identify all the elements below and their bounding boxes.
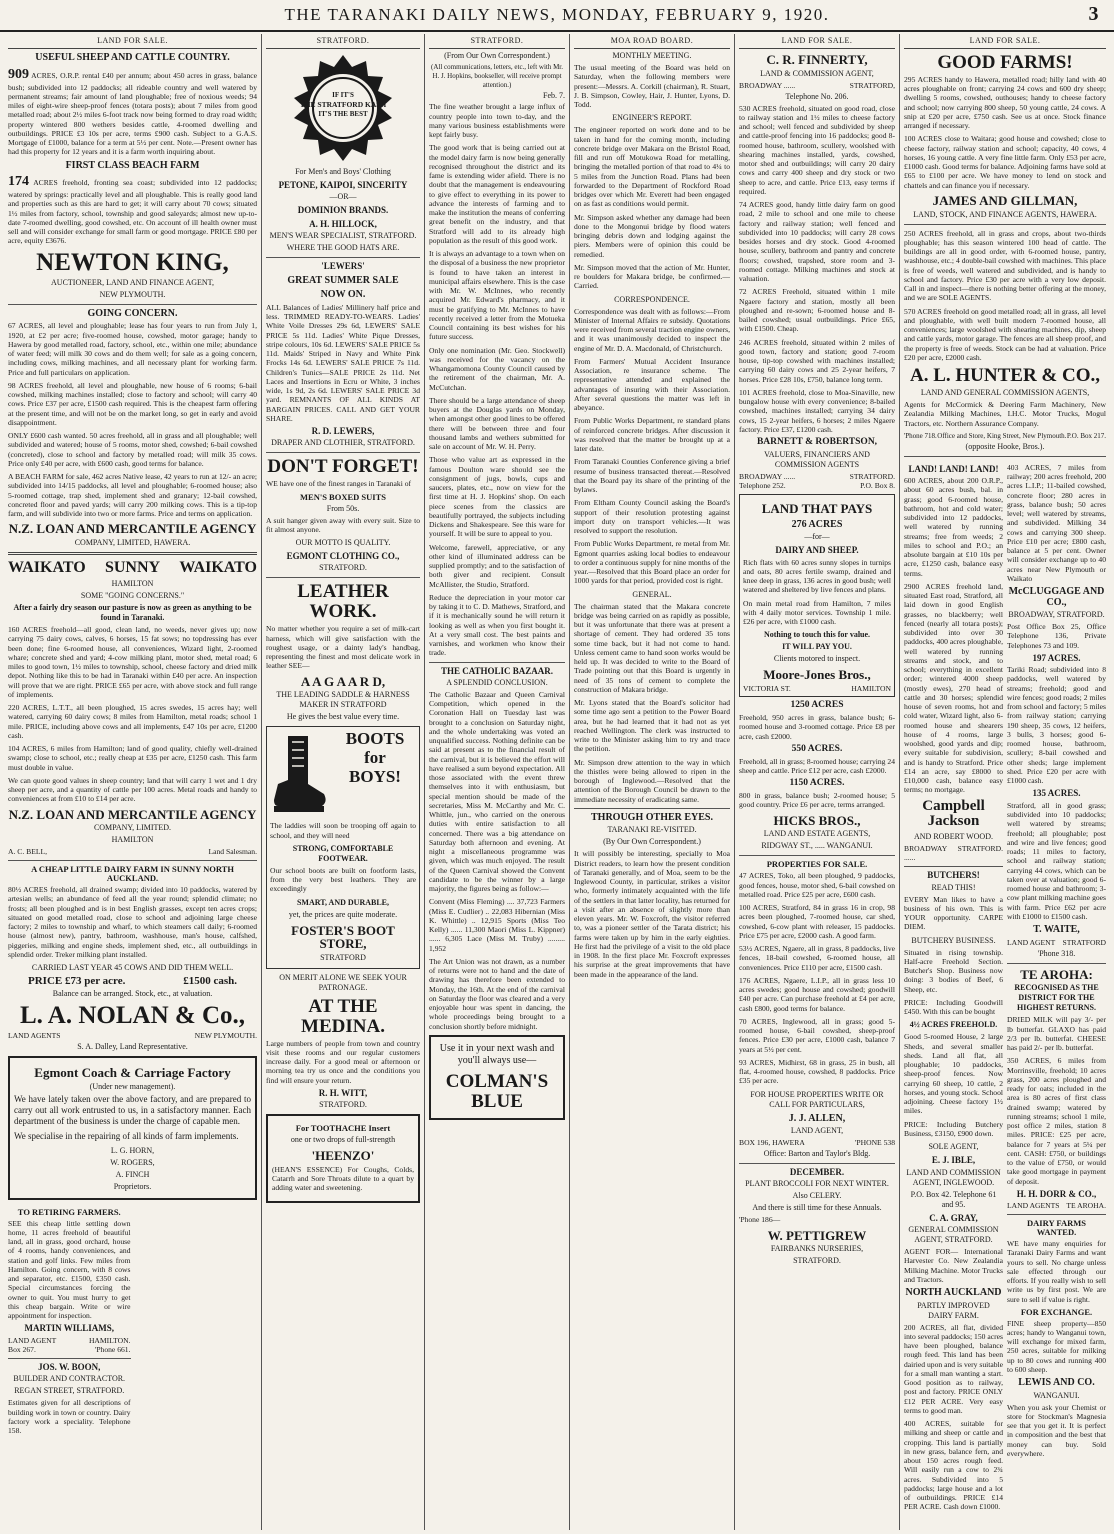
agent-name: R. D. LEWERS, [311,426,375,436]
agent-name: L. A. NOLAN & Co., [19,1002,245,1030]
agent-subtitle: COMPANY, LIMITED, HAWERA. [74,538,191,548]
news-paragraph: The Catholic Bazaar and Queen Carnival Competition, which opened in the Coronation Hall on Tuesday last was brought to a conclusion on Saturday night, and the whole undertaking was voted an unqualified success. Nothing definite can be said at present as to the financial result of the carnival, but it is believed the effort will have realised a sum beyond expectation. All those associated with the event threw themselves into it with enthusiasm, but special mention should be made of the secretaries, Miss M. McCarthy and Mr. C. Whittle, jun., who carried on the onerous duties with entire satisfaction to all concerned. There was a big attendance on Saturday both afternoon and evening. At night a miscellaneous programme was given, which was much enjoyed. The result of the Queen Carnival showed the Convent candidate to be the winner by a large majority, the figures being as follow:— [429,689,565,894]
news-paragraph: From Farmers' Mutual Accident Insurance Association, re insurance scheme. The representative attended and explained the advantages of insuring with their Association. After several questions the matter was left in abeyance. [574,356,730,412]
agent-location: WANGANUI. [1033,1390,1080,1400]
ad-text: ONLY £600 cash wanted. 50 acres freehold, all in grass and all ploughable; well subdivided and watered; house of 5 rooms, motor shed, cowshed; 6-bail cowshed (concreted), close to school and factory by metalled road; will milk 35 cows. Price only £40 per acre, with £600 cash, good terms for balance. [8,431,257,468]
ad-heading: A CHEAP LITTLE DAIRY FARM IN SUNNY NORTH AUCKLAND. [31,864,234,884]
toothache-ad [266,1114,420,1202]
ad-text: 570 ACRES freehold on good metalled road; all in grass, all level and ploughable, with well built modern 7-roomed house, all conveniences; large woolshed with shearing machines, dip, sheep and cattle yards, motor garage. The fences are all sheep proof, and the property is free of weeds. Stock can be had at valuation. Price £20 per acre, £2000 cash. [904,306,1106,362]
ad-text: Our school boots are built on footform lasts, from the very best leathers. They are exceedingly [270,865,416,894]
ad-heading: TE AROHA: [1020,966,1093,982]
news-paragraph: There should be a large attendance of sheep buyers at the Douglas yards on Monday, when amongst other good lines to be offered there will be between three and four thousand lambs and wethers submitted for sale on account of Mr. W. H. Perry. [429,395,565,451]
agent-subtitle: LAND AGENT, [790,1126,844,1136]
dateline: Feb. 7. [543,91,565,101]
article-subheading: TARANAKI RE-VISITED. [607,825,697,835]
ad-text: 80½ ACRES freehold, all drained swamp; divided into 10 paddocks, watered by artesian wells; an abundance of feed all the year round; splendid climate; no frosts; all been ploughed and is in best English grasses, except ten acres crops; situated on good metalled road, close to school and adjoining large cheese factory; 2 miles to township and wharf, to which steamers call daily; 6-roomed house (almost new), pantry, bathroom, washhouse, man's house, calfshed, piggeries, milking and engine sheds, implement shed, etc., all outbuildings in splendid order. Treker milking plant installed. [8,885,257,959]
ad-text: 47 ACRES, Toko, all been ploughed, 9 paddocks, good fences, house, motor shed, 6-bail cowshed on metalled road. Price £25 per acre, £600 cash. [739,871,895,899]
agent-phone: 'Phone 318. [1037,948,1076,958]
agent-name: A A G A A R D, [300,673,386,689]
agent-name: E. J. IBLE, [931,1155,976,1166]
ad-subtitle: (Under new management). [89,1081,176,1091]
ad-text: PRICE: Including Goodwill £450. With this can be bought [904,997,1003,1017]
agent-address: VICTORIA ST. HAMILTON [743,684,891,694]
ad-text: 160 ACRES freehold—all good, clean land, no weeds, never gives up; now carrying 75 dairy cows, calves, 6 horses, 15 fat sows; no topdressing has ever been done; fine 6-roomed house, all conveniences, Wizard light, 2-roomed whare; concrete shed and yard; 4-cow milking plant, motor shed, metal road; 6 miles to good town, 1½ miles to township, school, cheese factory and dried milk depot. Nothing like this to be had in Taranaki within £40 per acre. An inspection will prove that we are right. PRICE £65 per acre, with above stock and full range of implements. [8,625,257,699]
ad-text: ALL Balances of Ladies' Millinery half price and less. TRIMMED READY-TO-WEARS. Ladies' White Voile Dresses 29s 6d, LEWERS' SALE PRICE 5s 11d. Ladies' White Pique Dresses, stripe colours, 10s 6d. LEWERS' SALE PRICE 5s 11d. Maids' Striped in Navy and White Pink Frocks 14s 6d. LEWERS' SALE PRICE 7s 11d. Children's Tunics—SALE PRICE 2s 11d. Net Laces and Insertions in Ecru or White, 3 inches wide, 1s 9d, 2s 6d. LEWERS' SALE PRICE 3d yard. REMNANTS OF ALL KINDS AT BARGAIN PRICES. CALL AND GET YOUR SHARE. [266,302,420,423]
ad-text: 74 ACRES good, handy little dairy farm on good road, 2 mile to school and one mile to cheese factory and railway station; well fenced and subdivided into 10 paddocks; will carry 28 cows besides horses and dry stock. Good 4-roomed house, scullery, bathroom and pantry and concrete floors; cowshed, trapshed, store room and 3-roomed cottage. Milking machines and stock at valuation. [739,200,895,284]
news-paragraph: It is always an advantage to a town when on the disposal of a business the new proprietor is found to have taken an interest in municipal affairs elsewhere. This is the case with Mr. W. McInnes, who recently acquired Mr. Edward's pharmacy, and it must be gratifying to Mr. McInnes to have recently received a letter from the Motueka Council containing its best wishes for his future success. [429,249,565,342]
ad-text: STRONG, COMFORTABLE FOOTWEAR. [292,843,394,863]
ad-text: Tariki Road; subdivided into 8 paddocks, well watered by streams; freehold; good and wire fences; good roads; 2 miles from school and factory; 5 miles from railway station; carrying 190 sheep, 35 cows, 12 heifers, 3 bulls, 3 horses; good 6-roomed house, bathroom, scullery; 8-bail cowshed and other sheds; large implement shed. Price £20 per acre with £1000 cash. [1007,665,1106,786]
ad-text: yet, the prices are quite moderate. [288,909,398,919]
section-header: LAND FOR SALE. [904,34,1106,49]
ad-text: 600 ACRES, about 200 O.R.P., about 60 acres bush, bal. in grass; good 6-roomed house, bathroom, hot and cold water; subdivided into 12 paddocks, well watered by running streams; free from weeds; 2 miles to school and P.O.; an absolute bargain at £10 10s per acre, £1250 cash, balance easy terms. [904,476,1003,578]
boot-icon [270,732,330,817]
ad-heading: AT THE MEDINA. [301,995,385,1037]
ad-text: When you ask your Chemist or store for Stockman's Magnesia see that you get it. It is perfect in composition and the best that money can buy. Sold everywhere. [1007,1402,1106,1458]
masthead [0,0,1114,32]
colmans-blue-icon: Use it in your next wash and you'll always use— COLMAN'S BLUE [429,1035,565,1120]
news-paragraph: The Art Union was not drawn, as a number of returns were not to hand and the date of drawing has therefore been extended to Monday, the 16th. At the end of the carnival on Saturday the floor was cleared and a very enjoyable hour was spent in dancing, the whole proceedings being brought to a conclusion shortly before midnight. [429,956,565,1031]
article-heading: THE CATHOLIC BAZAAR. [440,665,554,676]
news-paragraph: From Public Works Department, re standard plans of reinforced concrete bridges. After discussion it was resolved that the matter be brought up at a later date. [574,416,730,453]
agent-address: LAND AGENTS TE AROHA. [1007,1201,1106,1211]
ad-heading: USEFUL SHEEP AND CATTLE COUNTRY. [35,52,230,63]
column-2 [262,34,425,1530]
agent-contact: A. C. BELL, Land Salesman. [8,847,257,857]
kash-stamp-icon: IF IT'S THE STRATFORD KASH IT'S THE BEST [288,53,398,163]
ad-subheading: RECOGNISED AS THE DISTRICT FOR THE HIGHEST RETURNS. [1014,983,1099,1013]
agent-subtitle: MEN'S WEAR SPECIALIST, STRATFORD. [269,231,417,241]
agent-location: STRATFORD [320,952,366,962]
ad-text: We can quote good values in sheep country; land that will carry 1 wet and 1 dry sheep per acre, and a quantity of cattle per 100 acres. Metal roads and handy to conveniences at from £10 to £14 per acre. [8,775,257,804]
ad-text: 250 ACRES freehold, all in grass and crops, about two-thirds ploughable; has this season wintered 100 head of cattle. The buildings are all in good order, with 6-roomed house, pantry, washhouse, etc.; 4 double-bail cowshed with machines. This place is free of weeds, well watered and subdivided, and is handy to school and factory. Price £30 per acre with a very low deposit. Call in and inspect—there is nothing better offering at the money, and we are SOLE AGENTS. [904,228,1106,303]
ad-heading: 1150 ACRES. [789,778,845,789]
article-heading: THROUGH OTHER EYES. [591,811,713,823]
agent-name: W. PETTIGREW [767,1227,867,1243]
ad-text: 100 ACRES close to Waitara; good house and cowshed; close to cheese factory, railway station and school; capacity, 40 cows, 4 horses, 16 young cattle. A very fine little farm. Only £53 per acre, £1000 cash. Good terms for balance. Adjoining farms have sold at £65 to £100 per acre. We have money to lend on stock and chattels and can finance you if necessary. [904,134,1106,190]
column-4 [570,34,735,1530]
ad-text: From 50s. [326,503,360,513]
agent-name: JOS. W. BOON, [38,1361,101,1372]
ad-heading: NORTH AUCKLAND [905,1287,1002,1299]
ad-text: 2900 ACRES freehold land, situated East road, Stratford, all laid down in good English grasses, no blackberry; well fenced (nearly all totara posts); subdivided into over 30 paddocks, 400 acres ploughable, well watered by running streams and stock, and to school; everything in excellent order; wintered 4000 sheep (mostly ewes), 270 head of cattle and 30 horses; splendid house of seven rooms, hot and cold water, Wizard light, also 6-roomed house and shearers house of 4 rooms, large woolshed, good yards and dip; every suitable for subdivision, and is handy to Stratford. Price £14 an acre, say £8000 to £10,000 cash, balance easy terms; no mortgage. [904,581,1003,795]
agent-subtitle: VALUERS, FINANCIERS AND COMMISSION AGENTS [764,450,870,470]
ad-text: And there is still time for these Annuals. [752,1203,882,1213]
ad-heading: FOR EXCHANGE. [1020,1306,1093,1317]
ad-text: Large numbers of people from town and country visit these rooms and our regular customers increase daily. For a good meal or afternoon or morning tea try us once and the conditions you find will ensure your return. [266,1038,420,1085]
agent-name: H. H. DORR & CO., [1016,1188,1097,1199]
ad-text: Situated in rising township. Half-acre Freehold Section. Butcher's Shop. Business now doing: 3 bodies of Beef, 6 Sheep, etc. [904,947,1003,994]
ad-text: 530 ACRES freehold, situated on good road, close to railway station and 1½ miles to cheese factory and school; well fenced and subdivided by sheep and cattle-proof fencing into 16 paddocks; good 8-roomed house, bathroom, scullery, woolshed with shearing machines installed, yards, cowshed, motor shed and outbuildings; will carry 20 dairy cows and carry 400 sheep and dry stock or two sheep to acre, and cattle. Price £13, easy terms if required. [739,103,895,196]
ad-text: Nothing to touch this for value. [763,630,871,640]
agent-name: LEWIS AND CO. [1018,1377,1095,1389]
ad-heading: DAIRY FARMS WANTED. [1027,1218,1086,1238]
ad-price: PRICE £73 per acre. £1500 cash. [28,975,237,988]
news-paragraph: Only one nomination (Mr. Geo. Stockwell) was received for the vacancy on the Whangamomona County Council caused by the retirement of the chairman, Mr. A. McCutchan. [429,345,565,392]
proprietor-name: W. ROGERS, [110,1157,155,1167]
news-paragraph: The chairman stated that the Makara concrete bridge was being carried on as rapidly as possible, but it was unfortunate that there was at present a shortage of cement. They had ordered 35 tons some time back, but it had not come to hand. Unless cement came to hand soon works would be held up. It was decided to write to the Board of Trade pointing out that this Board is urgently in need of 35 tons of cement to complete the construction of Makara bridge. [574,601,730,694]
agent-address: P.O. Box 42. Telephone 61 and 95. [910,1189,997,1209]
agent-phone: Telephone 252. P.O. Box 8. [739,481,895,491]
ad-heading: LAND! LAND! LAND! [908,463,999,474]
newspaper-title: THE TARANAKI DAILY NEWS, MONDAY, FEBRUARY 9, 1920. [284,5,830,24]
agent-name: T. WAITE, [1033,924,1080,936]
ad-text: We specialise in the repairing of all kinds of farm implements. [14,1130,239,1141]
agent-subtitle: FAIRBANKS NURSERIES, [770,1244,864,1254]
ad-text: Stratford, all in good grass; subdivided into 10 paddocks; well watered by streams; freehold; all ploughable; post and wire and live fences; good roads; 11 miles to factory, school and railway station; carrying 44 cows, which can be taken over at valuation; good 6-roomed house and bathroom; 3-cow plant milking machine goes with farm. Price £62 per acre with £1000 to £1500 cash. [1007,800,1106,921]
ad-text: 403 ACRES, 7 miles from railway; 200 acres freehold, 200 acres L.I.P.; 11-bailed cowshed, concrete floor; 280 acres in grass, balance bush; 50 acres level; well watered by streams, and subdivided. Milking 34 cows and carrying 300 sheep. Price £10 per acre; £800 cash, balance at 5 per cent. Owner will consider exchange up to 40 acres near New Plymouth or Waikato [1007,462,1106,583]
article-subheading: A SPLENDID CONCLUSION. [446,677,548,687]
ad-subheading: 4½ ACRES FREEHOLD. [909,1020,998,1030]
ad-heading: TO RETIRING FARMERS. [17,1206,121,1217]
agent-name: McCLUGGAGE AND CO., [1008,586,1105,608]
ad-text: IT WILL PAY YOU. [782,642,852,652]
ad-text: For Men's and Boys' Clothing [295,167,391,176]
ad-text: AGENT FOR— International Harvester Co. New Zealandia Milking Machine. Motor Trucks and Tractors. [904,1247,1003,1284]
ad-heading: 276 ACRES [791,518,843,530]
ad-heading: DECEMBER. [789,1167,845,1178]
news-paragraph: Mr. Simpson asked whether any damage had been done to the Mongonui bridge by flood waters bringing debris down and lodging against the piers. Members were of opinion this could be remedied. [574,212,730,259]
article-subheading: MONTHLY MEETING. [612,51,692,60]
ad-heading: GOING CONCERN. [87,307,178,319]
ad-heading: 135 ACRES. [1032,788,1081,799]
section-header: STRATFORD. [266,34,420,49]
ad-text: Estimates given for all descriptions of building work in town or country. Dairy factory work a speciality. Telephone 158. [8,1398,131,1436]
ad-text: 53½ ACRES, Ngaere, all in grass, 8 paddocks, live fences, 18-bail cowshed, 6-roomed house, all conveniences. Price £110 per acre, £1500 cash. [739,944,895,972]
ad-subheading: READ THIS! [931,882,976,892]
agent-subtitle: THE LEADING SADDLE & HARNESS MAKER IN STRATFORD [276,690,410,710]
ad-text: (HEAN'S ESSENCE) For Coughs, Colds, Catarrh and Sore Throats dilute to a quart by adding water and sweetening. [272,1164,414,1193]
ad-text: We have lately taken over the above factory, and are prepared to carry out all work entrusted to us, in a satisfactory manner. Each department of the business is under the charge of capable men. [14,1093,251,1126]
agent-name: NEWTON KING, [36,248,229,276]
agent-subtitle: LAND AND ESTATE AGENTS, [763,829,871,839]
agent-subtitle: LAND, STOCK, AND FINANCE AGENTS, HAWERA. [913,209,1097,219]
ad-subheading: PARTLY IMPROVED DAIRY FARM. [917,1300,990,1320]
ad-location: HAMILTON [111,579,154,589]
ad-text: Clients motored to inspect. [773,654,861,664]
ad-note: After a fairly dry season our pasture is now as green as anything to be found in Taranaki. [13,603,252,623]
land-that-pays-ad [739,494,895,697]
ad-text: SOLE AGENT, [928,1142,979,1152]
news-paragraph: Mr. Simpson moved that the action of Mr. Hunter, re boulders for Makara bridge, be confirmed.—Carried. [574,262,730,291]
agent-location: STRATFORD. [793,1256,841,1266]
agent-address: BROADWAY ...... STRATFORD, [739,80,895,90]
ad-heading: PROPERTIES FOR SALE. [766,859,868,870]
ad-text: Good 5-roomed House, 2 large Sheds, and several smaller sheds. Land all flat, all ploughable; 10 paddocks, sheep-proof fences. Now carrying 60 sheep, 10 cattle, 2 horses, and young stock. School adjoining. Cheese factory 1½ miles. [904,1032,1003,1116]
news-paragraph: From Public Works Department, re metal from Mr. Egmont quarries asking local bodies to endeavour to order a continuous supply for nine months of the year.—Resolved that this Board place an order for 1000 yards for that period, provided cost is right. [574,539,730,586]
ad-text: A BEACH FARM for sale, 462 acres Native lease, 42 years to run at 12/- an acre; subdivided into 14/15 paddocks, all level and ploughable; 6-roomed house; also 5-roomed cottage, trap shed, implement shed and granary; 12-bail cowshed, concreted floor and paved yards; will carry 200 milking cows. This is a tip-top farm, and will subdivide into two or more farms. Price and terms on application. [8,472,257,519]
agent-name: C. R. FINNERTY, [766,52,868,67]
ad-text: 174 ACRES freehold, fronting sea coast; subdivided into 12 paddocks; watered by springs: practically level and all ploughable. This is really good land and properties such as this are hard to get; it will carry about 70 cows; situated 1½ miles from factory, school, township and good saleyards; almost new up-to-date 7-roomed dwelling, good cowshed, etc. On account of ill health owner must sell and will consider exchange for small farm or good mortgage. PRICE £80 per acre, equity £3676. [8,174,258,246]
ad-text: EVERY Man likes to have a business of his own. This is YOUR opportunity. CARPE DIEM. [904,894,1003,932]
ad-heading: 550 ACRES. [791,743,843,754]
ad-text: —for— [804,532,830,542]
ad-text: 93 ACRES, Midhirst, 68 in grass, 25 in bush, all flat, 4-roomed house, cowshed, 8 paddocks. Price £35 per acre. [739,1057,895,1086]
ad-heading: DAIRY AND SHEEP. [775,545,859,556]
ad-text: Freehold, 950 acres in grass, balance bush; 6-roomed house and 3-roomed cottage. Price £8 per acre, cash £2000. [739,713,895,741]
ad-text: Rich flats with 60 acres sunny slopes in turnips and oats, 80 acres fertile swamp, drained and knee deep in grass, 136 acres in good bush; well watered and sheltered by live fences and plans. [743,557,891,595]
ad-heading: 197 ACRES. [1032,652,1081,663]
agent-location: REGAN STREET, STRATFORD. [14,1386,125,1396]
agent-box: Box 267. 'Phone 661. [8,1344,131,1354]
agent-address: LAND AGENT STRATFORD [1007,937,1106,947]
egmont-factory-ad [8,1056,257,1200]
news-paragraph: Mr. Lyons stated that the Board's solicitor had some time ago sent a petition to the Power Board area, but he had learned that it had not as yet reached Wellington. The clerk was instructed to write to the Minister asking him to try and trace the petition. [574,698,730,754]
ad-heading: Egmont Coach & Carriage Factory [34,1065,231,1081]
ad-text: PRICE: Including Butchery Business, £3150, £900 down. [904,1119,1003,1138]
agent-address: RIDGWAY ST., ..... WANGANUI. [761,841,873,851]
news-paragraph: From Taranaki Counties Conference giving a brief resume of business transacted thereat.—Resolved that the Board pay its share of the printing of the bylaws. [574,457,730,494]
proprietors-label: Proprietors. [113,1181,152,1191]
agent-subtitle: AUCTIONEER, LAND AND FINANCE AGENT, [51,277,214,287]
agent-location: NEW PLYMOUTH. [99,289,166,299]
article-subheading: GENERAL. [632,589,672,599]
ad-text: 200 ACRES, all flat, divided into several paddocks; 150 acres have been ploughed, balance rough feed. This land has been dairied upon and is very suitable for a small man wanting a start. Good position as to railway, post and factory. PRICE ONLY £12 PER ACRE. Very easy terms to good man. [904,1322,1003,1415]
ad-text: 176 ACRES, Ngaere, L.I.P., all in grass less 10 acres swedes; good house and cowshed; goodwill £40 per acre. Can purchase freehold at £4 per acre, cash £800, good terms for balance. [739,975,895,1013]
ad-heading: PETONE, KAIPOI, SINCERITY [278,180,408,190]
ad-text: He gives the best value every time. [286,712,400,722]
proprietor-name: L. G. HORN, [110,1145,155,1155]
ad-text: No matter whether you require a set of milk-cart harness, which will give satisfaction with the roughest usage, or a dainty lady's handbag, representing the finest and most delicate work in leather SEE— [266,624,420,671]
columns [4,34,1110,1530]
agent-phone: Telephone No. 206. [785,91,849,101]
results-list: Convent (Miss Fleming) .... 37,723 Farmers (Miss E. Cudlier) .. 22,083 Hibernian (Miss K. Whittle) .. 12,915 Sports (Miss Teo Kelly) ...... 11,300 Maori (Miss L. Kippner) ...... 6,305 Lace (Miss M. Truby) ......... 1,952 [429,897,565,953]
ad-text: 220 ACRES, L.T.T., all been ploughed, 15 acres swedes, 15 acres hay; well watered, carrying 60 dairy cows; 8 miles from Hamilton, metal roads; school 1 mile. PRICE, including above cows and all implements, £47 10s per acre, £1200 cash. [8,703,257,740]
ad-text: 70 ACRES, Inglewood, all in grass; good 5-roomed house, 6-bail cowshed, sheep-proof fences. Price £30 per acre, £1000 cash, balance 7 years at 5½ per cent. [739,1016,895,1054]
ad-text: 72 ACRES Freehold, situated within 1 mile Ngaere factory and station, mostly all been ploughed and re-sown; 6-roomed house and 8-bailed cowshed; usual outbuildings. Price £65, with £1500. Cheap. [739,287,895,334]
news-paragraph: Reduce the depreciation in your motor car by taking it to C. D. Mathews, Stratford, and if it is mechanically sound he will return it looking as well as when you first bought it. At a very small cost. The best paints and varnishes, and workmen who know their trade. [429,592,565,658]
agent-name: BARNETT & ROBERTSON, [756,437,878,448]
ad-phone: 'Phone 186— [739,1215,781,1225]
agent-name: N.Z. LOAN AND MERCANTILE AGENCY [8,521,257,537]
ad-heading: For TOOTHACHE Insert [295,1123,391,1134]
agent-name: R. H. WITT, [318,1087,368,1098]
ad-text: Post Office Box 25, Office Telephone 136, Private Telephones 73 and 109. [1007,622,1106,650]
heenzo-bottle-icon: 'HEENZO' [311,1148,375,1164]
ad-heading: 'LEWERS' [321,261,365,272]
news-paragraph: The usual meeting of the Board was held on Saturday, when the following members were present:—Messrs. A. Corkill (chairman), R. Stuart, J. B. Simpson, Cowley, Hair, J. Hunter, Lyons, D. Todd. [574,63,730,109]
section-header: MOA ROAD BOARD. [574,34,730,49]
agent-note: (opposite Hooke, Bros.). [965,441,1045,451]
ad-text: 101 ACRES freehold, close to Moa-Sinaville, new bungalow house with every convenience; 8-bailed cowshed, machines installed; carrying 34 dairy cows, 15 2-year heifers, 6 horses; 2 miles Ngaere factory. Price £37, £1200 cash. [739,387,895,434]
ad-text: SMART, AND DURABLE, [296,897,390,907]
agent-name: JAMES AND GILLMAN, [932,192,1078,208]
ad-text: The laddies will soon be trooping off again to school, and they will need [270,821,416,840]
news-paragraph: The fine weather brought a large influx of country people into town to-day, and the many various business establishments were kept fairly busy. [429,102,565,139]
column-continuation [135,1204,258,1440]
ad-text: WE have many enquiries for Taranaki Dairy Farms and want yours to sell. No charge unless sale effected through our efforts. If you really wish to sell write us by first post. We are sure to sell if value is right. [1007,1239,1106,1304]
agent-name: EGMONT CLOTHING CO., [286,551,400,562]
agent-subtitle: COMPANY, LIMITED. [93,823,172,833]
agent-name: Campbell Jackson [922,797,985,830]
ad-text: 246 ACRES freehold, situated within 2 miles of good town, factory and station; good 7-room house, tip-top cowshed with machines installed; carrying 60 dairy cows and 25 2-year heifers, 7 horses. Price £28 10s, £750, balance long term. [739,337,895,384]
ad-text: 400 ACRES, suitable for milking and sheep or cattle and cropping. This land is partially in new grass, balance fern, and about 150 acres rough feed. Will easily run a cow to 2¾ acres. Subdivided into 5 paddocks; large house and a lot of outbuildings. PRICE £14 PER ACRE. Cash down £1000. [904,1419,1003,1512]
ad-text: 800 in grass, balance bush; 2-roomed house; 5 good country. Price £6 per acre, terms arranged. [739,791,895,810]
proprietor-name: A. FINCH [115,1169,150,1179]
ad-heading: LEATHER WORK. [297,581,389,623]
section-header: LAND FOR SALE. [8,34,257,49]
ad-text: 350 ACRES, 6 miles from Morrinsville, freehold; 10 acres grass, 200 acres ploughed and ready for oats; included in the area is 80 acres of first class drained swamp; watered by running streams; school 1 mile, post office 2 miles, station 8 miles. PRICE: £25 per acre, balance for 7 years at 5¼ per cent. CASH: £750, or buildings to the value of £750, or would take good mortgage in payment of deposit. [1007,1056,1106,1186]
news-paragraph: Welcome, farewell, appreciative, or any other kind of illuminated address can be supplied promptly; and to the satisfaction of both giver and recipient. Consult McAllister, the Studio, Stratford. [429,542,565,589]
news-paragraph: Those who value art as expressed in the famous Doulton ware should see the consignment of jugs, bowls, cups and saucers, plates, etc., now on view for the first time at H. J. Hopkins' shop. On each piece scenes from the classics are beautifully portrayed, the subjects including Dickens and Shakespeare. See this ware for yourself. It will be sure to appeal to you. [429,455,565,539]
agent-address: BROADWAY ...... STRATFORD. [904,844,1003,863]
ad-heading: 1250 ACRES [790,700,844,711]
ad-heading: GOOD FARMS! [937,52,1073,73]
agent-subtitle: BUILDER AND CONTRACTOR. [13,1374,126,1384]
section-header: STRATFORD. [429,34,565,49]
news-paragraph: The good work that is being carried out at the model dairy farm is now being generally recognised throughout the district and its fame is extending wider afield. There is no doubt that the management is endeavouring to give effect to everything in its power to advance the interests of farming and to make the institution the means of conferring great benefit on the industry, and that Stratford will add to its already high population as the result of this good work. [429,143,565,245]
agent-name: MARTIN WILLIAMS, [24,1323,115,1334]
column-1 [4,34,262,1530]
ad-text: one or two drops of full-strength [290,1135,396,1145]
agent-name: J. J. ALLEN, [788,1112,846,1124]
ad-text: —OR— [329,192,357,202]
agent-location: STRATFORD. [319,563,367,573]
news-paragraph: From Eltham County Council asking the Board's support of their resolution protesting against import duty on transport vehicles.—It was resolved to support the resolution. [574,498,730,535]
ad-text: 909 ACRES, O.R.P. rental £40 per annum; about 450 acres in grass, balance bush; subdivided into 12 paddocks; all rideable country and well watered by permanent streams; fair amount of land ploughable; free of noxious weeds; 94 miles of eight-wire sheep-proof fences (totara posts); about 7 miles from good metalled road; about 2½ miles 6-foot track now being formed to dray road width; property wintered 800 wethers besides cattle, 4-roomed dwelling and outbuildings. PRICE £3 10s per acre, terms £900 cash. Subject to a G.A.S. Mortgage of £1000, balance for a term at 5½ per cent. Note.—Present owner has had this property for 12 years and it is a farm worth inquiring about. [8,66,257,157]
ad-text: PLANT BROCCOLI FOR NEXT WINTER. [745,1179,889,1189]
ad-text: Agents for McCormick & Deering Farm Machinery, New Zealandia Milking Machines, I.H.C. Motor Trucks, Mogul Tractors, etc. Northern Assurance Company. [904,400,1106,428]
agent-address: BOX 196, HAWERA 'PHONE 538 [739,1138,895,1148]
agent-name: FOSTER'S BOOT STORE, [291,922,395,952]
news-paragraph: The engineer reported on work done and to be taken in hand for the coming month, including concrete bridge over Makara on the Bristol Road, fill and run off Motukowa Road for metalling, bringing the metalled portion of that road to 4¼ to 5 miles from the Junction Road. Plans had been forwarded to the Department of Rockford Road bridges over which Mr. Everett had been engaged on as fast as conditions would permit. [574,125,730,209]
agent-name: A. L. HUNTER & CO., [909,365,1100,387]
section-header: LAND FOR SALE. [739,34,895,49]
ad-note: CARRIED LAST YEAR 45 COWS AND DID THEM WELL. [31,963,234,973]
byline-note: (All communications, letters, etc., left with Mr. H. J. Hopkins, bookseller, will receive prompt attention.) [431,63,563,89]
ad-heading: LAND THAT PAYS [761,501,873,517]
ad-text: 98 ACRES freehold, all level and ploughable, new house of 6 rooms; 6-bail cowshed, milking machines installed; close to factory and school; will carry 40 cows. Price £37 per acre, £1500 cash required. This is the cheapest farm offering at the present time, and will not be on the market long, so get in early and avoid disappointment. [8,380,257,427]
retiring-farmers-ad [8,1204,131,1440]
ad-text: FINE sheep property—850 acres; handy to Wanganui town, will exchange for mixed farm, 250 acres, suitable for milking up to 80 cows and running 400 to 600 sheep. [1007,1318,1106,1374]
agent-name: N.Z. LOAN AND MERCANTILE AGENCY [8,806,257,822]
ad-text: WHERE THE GOOD HATS ARE. [286,243,400,253]
agent-representative: S. A. Dalley, Land Representative. [77,1042,188,1052]
ad-heading: BOOTS [345,729,405,749]
ad-text: FOR HOUSE PROPERTIES WRITE OR CALL FOR PARTICULARS, [750,1089,884,1109]
land-ad-right [1007,461,1106,1516]
ad-text: 100 ACRES, Stratford, 84 in grass 16 in crop, 98 acres been ploughed, 7-roomed house, car shed, cowshed, 6-cow plant with releaser, 15 paddocks. Price £75 per acre, £2000 cash. A good farm. [739,903,895,940]
ad-text: On main metal road from Hamilton, 7 miles with 4 daily motor services. Township 1 mile. £26 per acre, with £1000 cash. [743,598,891,627]
news-paragraph: Mr. Simpson drew attention to the way in which the thistles were being allowed to ripen in the borough of Inglewood.—Resolved that the attention of the Borough Council be drawn to the immediate necessity of eradicating same. [574,757,730,804]
ad-text: SEE this cheap little settling down home, 11 acres freehold of beautiful land, all in grass, good orchard, house of 4 rooms, handy conveniences, and station and golf links. Few miles from Hamilton. Going concern, with 8 cows and separator, etc. £1500, £350 cash. Special circumstances forcing the owner to quit. You must hurry to get this cheap bargain. Write or wire appointment for inspection. [8,1218,131,1321]
ad-text: WE have one of the finest ranges in Taranaki of [266,479,412,489]
agent-subtitle: LAND & COMMISSION AGENT, [760,68,874,78]
agent-contact: LAND AGENTS NEW PLYMOUTH. [8,1031,257,1041]
column-5 [735,34,900,1530]
agent-name: C. A. GRAY, [929,1212,978,1223]
agent-contact: LAND AGENT HAMILTON. [8,1335,131,1345]
ad-heading: MEN'S BOXED SUITS [300,491,386,502]
agent-subtitle: LAND AND COMMISSION AGENT, INGLEWOOD. [906,1167,1001,1187]
ad-text: 67 ACRES, all level and ploughable; lease has four years to run from July 1, 1920, at £2 per acre; five-roomed house, cowshed, motor garage; handy to Hawera by good metalled road, factory, school, etc., within one mile; abundance of water feed; will milk 30 cows and do them well; for sale as a going concern, including cows, milking machines, and all necessary plant for working farm. Price and full particulars on application. [8,321,257,377]
ad-subheading: BUTCHERY BUSINESS. [911,935,996,945]
column-6 [900,34,1110,1530]
article-subheading: ENGINEER'S REPORT. [612,113,692,123]
ad-text: ON MERIT ALONE WE SEEK YOUR PATRONAGE. [279,972,407,992]
ad-text: 104 ACRES, 6 miles from Hamilton; land of good quality, chiefly well-drained swamp; close to school, etc.; really cheap at £35 per acre, £1250 cash. This farm must double in value. [8,744,257,772]
byline: (From Our Own Correspondent.) [444,51,550,60]
agent-location: STRATFORD. [319,1100,367,1110]
agent-subtitle: LAND AND GENERAL COMMISSION AGENTS, [920,388,1090,398]
news-paragraph: Correspondence was dealt with as follows:—From Minister of Internal Affairs re subsidy. Quotations were received from several traction engine owners, and it was unanimously decided to inspect the engine of Mr. D. A. Macdonald, of Christchurch. [574,306,730,353]
ad-text: Also CELERY. [792,1191,842,1201]
agent-subtitle: GENERAL COMMISSION AGENT, STRATFORD. [908,1225,999,1245]
ad-heading: FIRST CLASS BEACH FARM [65,159,200,171]
boots-ad [266,726,420,969]
ad-subtitle: SOME "GOING CONCERNS." [80,591,185,601]
agent-subtitle: DRAPER AND CLOTHIER, STRATFORD. [271,438,415,448]
land-ad-left [904,461,1003,1516]
agent-name: A. H. HILLOCK, [309,218,377,229]
agent-location: HAMILTON [111,835,154,845]
page-number: 3 [1088,3,1100,25]
ad-note: Balance can be arranged. Stock, etc., at valuation. [52,989,213,999]
article-subheading: CORRESPONDENCE. [614,294,690,304]
ad-text: DRIED MILK will pay 3/- per lb butterfat. GLAXO has paid 2/3 per lb. butterfat. CHEESE has paid 2/- per lb. butterfat. [1007,1015,1106,1053]
ad-heading: BUTCHERS! [927,870,980,881]
news-paragraph: It will possibly be interesting, specially to Moa District readers, to learn how the present condition of Taranaki generally, and of Moa, seem to be the Inglewood County, in particular, strikes a visitor who, formerly intimately acquainted with the life of the settlers in that latter locality, has returned for a visit after an absence of slightly more than eleven years. Mr. W. Foxcroft, the visitor referred to, was a pioneer settler of the Tarata district; his farms were taken up by him in the early eighties. He first had the privilege of a visit to the old place in 1908. In the first place Mr. Foxcroft expresses his surprise at the great improvements that have been made in the appearance of the land. [574,849,730,979]
ad-text: Freehold, all in grass; 8-roomed house; carrying 24 sheep and cattle. Price £12 per acre, cash £2000. [739,756,895,776]
ad-heading: for [364,747,386,767]
ad-text: A suit hanger given away with every suit. Size to fit almost anyone. [266,515,420,534]
byline: (By Our Own Correspondent.) [603,837,701,847]
agent-address: 'Phone 718. Office and Store, King Street, New Plymouth. P.O. Box 217. [904,431,1106,440]
agent-office: Office: Barton and Taylor's Bldg. [763,1149,871,1159]
waikato-heading: WAIKATO SUNNY WAIKATO [8,559,257,577]
ad-text: 295 ACRES handy to Hawera, metalled road; hilly land with 40 acres ploughable on front; carrying 24 cows and 600 dry sheep; dwelling 5 rooms, cowshed, outhouses; handy to cheese factory and school; now carrying 800 sheep, 50 young cattle, 24 cows. A snip at £20 per acre, £750 cash. See us at once. Stock finance arranged if necessary. [904,74,1106,131]
agent-address: BROADWAY ...... STRATFORD. [739,472,895,482]
ad-heading: NOW ON. [320,289,366,301]
ad-heading: GREAT SUMMER SALE [287,274,399,286]
agent-subtitle: AND ROBERT WOOD. [913,832,993,842]
agent-location: BROADWAY, STRATFORD. [1008,610,1105,620]
ad-heading: DOMINION BRANDS. [297,205,389,216]
ad-text: OUR MOTTO IS QUALITY. [295,538,391,548]
column-3 [425,34,570,1530]
agent-name: Moore-Jones Bros., [763,667,871,683]
ad-heading: DON'T FORGET! [267,456,419,478]
ad-heading: BOYS! [349,766,401,786]
agent-name: HICKS BROS., [773,812,861,828]
